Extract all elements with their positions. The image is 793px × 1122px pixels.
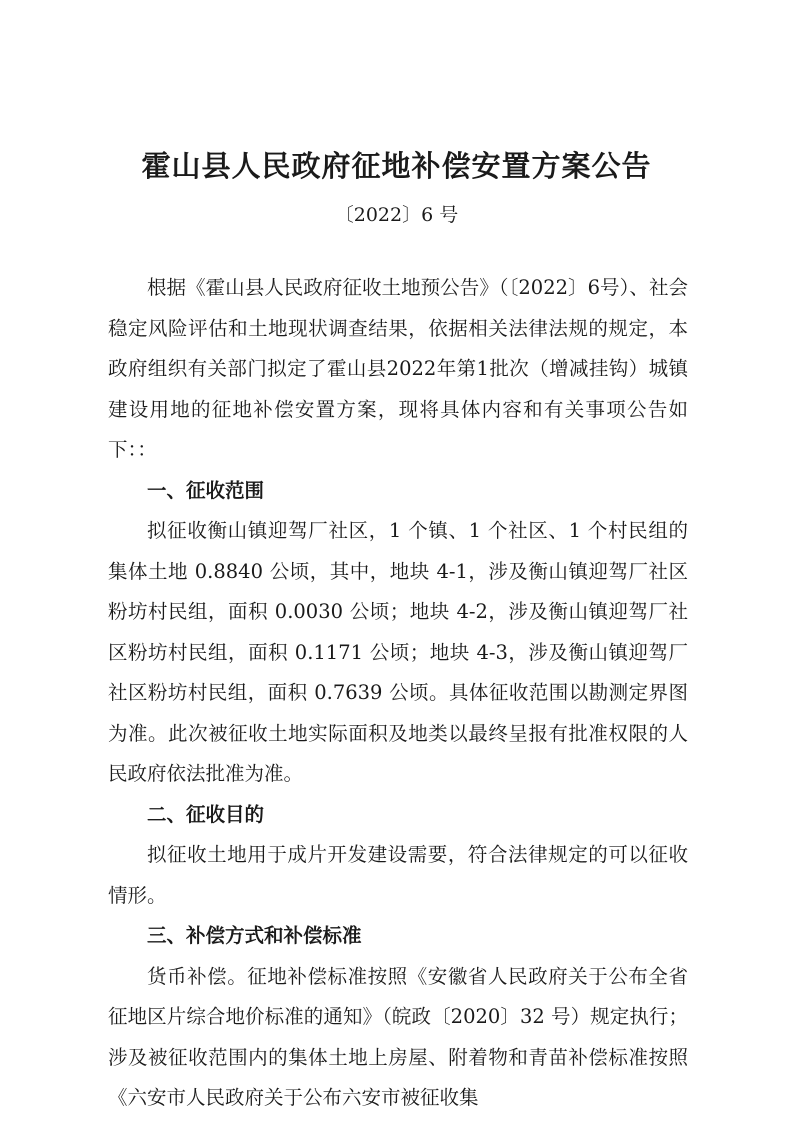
section-text-purpose: 拟征收土地用于成片开发建设需要，符合法律规定的可以征收情形。 bbox=[108, 843, 688, 907]
section-heading-compensation: 三、补偿方式和补偿标准 bbox=[147, 924, 362, 947]
document-number: 〔2022〕6 号 bbox=[334, 204, 459, 226]
document-title: 霍山县人民政府征地补偿安置方案公告 bbox=[141, 149, 652, 183]
section-heading-scope: 一、征收范围 bbox=[147, 478, 265, 502]
document-body bbox=[108, 268, 688, 1119]
section-text-scope: 拟征收衡山镇迎驾厂社区，1 个镇、1 个社区、1 个村民组的集体土地 0.8840 公顷，其中，地块 4-1，涉及衡山镇迎驾厂社区粉坊村民组，面积 0.0030 公顷；地块 4-2，涉及衡山镇迎驾厂社区粉坊村民组，面积 0.1171 公顷；地块 4-3，涉及衡山镇迎驾厂社区粉坊村民组，面积 0.7639 公顷。具体征收范围以勘测定界图为准。此次被征收土地实际面积及地类以最终呈报有批准权限的人民政府依法批准为准。 bbox=[108, 519, 688, 785]
intro-paragraph: 根据《霍山县人民政府征收土地预公告》（〔2022〕6号）、社会稳定风险评估和土地现状调查结果，依据相关法律法规的规定，本政府组织有关部门拟定了霍山县2022年第1批次（增减挂钩）城镇建设用地的征地补偿安置方案，现将具体内容和有关事项公告如下：： bbox=[108, 276, 688, 461]
section-heading-purpose: 二、征收目的 bbox=[147, 802, 265, 826]
section-text-compensation: 货币补偿。征地补偿标准按照《安徽省人民政府关于公布全省征地区片综合地价标准的通知》（皖政〔2020〕32 号）规定执行；涉及被征收范围内的集体土地上房屋、附着物和青苗补偿标准按照《六安市人民政府关于公布六安市被征收集 bbox=[108, 964, 688, 1109]
